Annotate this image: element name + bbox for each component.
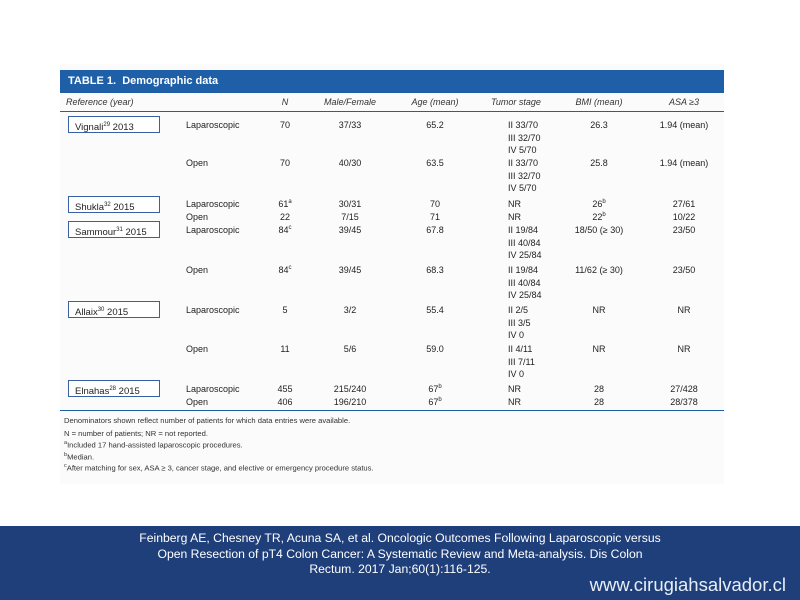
cell-asa: 1.94 (mean) (659, 120, 709, 130)
cell-age: 59.0 (426, 344, 444, 354)
header-n: N (281, 97, 289, 107)
table-footnote: $^b$Median. (64, 452, 95, 462)
cell-n: 406 (277, 397, 293, 407)
table-footnote: Denominators shown reflect number of patients for which data entries were available. (64, 416, 351, 425)
cell-age: 67$^b$ (428, 384, 442, 394)
cell-age: 63.5 (426, 158, 444, 168)
cell-tumor-stage: IV 0 (508, 330, 525, 340)
cell-asa: 23/50 (672, 225, 696, 235)
cell-male-female: 37/33 (338, 120, 362, 130)
cell-n: 84$^c$ (278, 225, 292, 235)
cell-asa: 27/428 (670, 384, 698, 394)
cell-group: Open (186, 158, 209, 168)
table-bottom-divider (60, 410, 724, 411)
cell-tumor-stage: NR (508, 199, 521, 209)
study-reference-box: Allaix$^{30}$ 2015 (68, 301, 160, 318)
cell-tumor-stage: IV 5/70 (508, 145, 537, 155)
cell-male-female: 3/2 (343, 305, 357, 315)
citation-line: Feinberg AE, Chesney TR, Acuna SA, et al. Oncologic Outcomes Following Laparoscopic versus (139, 531, 661, 545)
cell-asa: 10/22 (672, 212, 696, 222)
cell-age: 68.3 (426, 265, 444, 275)
cell-n: 61$^a$ (278, 199, 292, 209)
cell-tumor-stage: III 7/11 (508, 356, 535, 367)
cell-n: 455 (277, 384, 293, 394)
website-url: www.cirugiahsalvador.cl (589, 574, 786, 595)
cell-tumor-stage: NR (508, 397, 521, 407)
table-title-bar (60, 70, 724, 93)
cell-n: 5 (282, 305, 288, 315)
cell-tumor-stage: NR (508, 384, 521, 394)
table-footnote: $^c$After matching for sex, ASA ≥ 3, cancer stage, and elective or emergency procedure status. (64, 463, 374, 473)
cell-male-female: 39/45 (338, 265, 362, 275)
cell-male-female: 39/45 (338, 225, 362, 235)
cell-male-female: 5/6 (343, 344, 357, 354)
study-reference-box: Elnahas$^{28}$ 2015 (68, 380, 160, 397)
cell-age: 65.2 (426, 120, 444, 130)
header-reference: Reference (year) (66, 97, 134, 107)
cell-tumor-stage: III 40/84 (508, 277, 541, 288)
cell-tumor-stage: II 19/84 (508, 265, 539, 275)
header-asa: ASA ≥3 (668, 97, 700, 107)
cell-group: Open (186, 344, 209, 354)
cell-male-female: 215/240 (333, 384, 367, 394)
citation-line: Open Resection of pT4 Colon Cancer: A Systematic Review and Meta-analysis. Dis Colon (157, 546, 643, 561)
cell-tumor-stage: III 40/84 (508, 237, 541, 248)
cell-bmi: 26$^b$ (592, 199, 606, 209)
cell-bmi: 28 (593, 397, 604, 407)
cell-group: Laparoscopic (186, 120, 240, 130)
study-reference-box: Sammour$^{31}$ 2015 (68, 221, 160, 238)
cell-male-female: 30/31 (338, 199, 362, 209)
cell-male-female: 196/210 (333, 397, 367, 407)
cell-group: Open (186, 265, 209, 275)
cell-asa: NR (677, 305, 691, 315)
cell-asa: 1.94 (mean) (659, 158, 709, 168)
cell-tumor-stage: IV 25/84 (508, 290, 542, 300)
cell-age: 55.4 (426, 305, 444, 315)
cell-age: 71 (429, 212, 440, 222)
cell-male-female: 7/15 (341, 212, 359, 222)
cell-bmi: 26.3 (590, 120, 608, 130)
header-bmi: BMI (mean) (575, 97, 623, 107)
cell-male-female: 40/30 (338, 158, 362, 168)
cell-tumor-stage: II 4/11 (508, 344, 533, 354)
cell-bmi: 11/62 (≥ 30) (575, 265, 623, 275)
cell-n: 70 (279, 120, 290, 130)
cell-tumor-stage: II 33/70 (508, 120, 539, 130)
citation (50, 531, 750, 578)
cell-n: 22 (279, 212, 290, 222)
cell-bmi: 28 (593, 384, 604, 394)
cell-asa: NR (677, 344, 691, 354)
cell-tumor-stage: III 32/70 (508, 170, 541, 181)
cell-age: 70 (429, 199, 440, 209)
header-divider (60, 111, 724, 112)
table-title: TABLE 1. Demographic data (68, 75, 219, 87)
cell-group: Laparoscopic (186, 384, 240, 394)
cell-group: Laparoscopic (186, 199, 240, 209)
cell-n: 70 (279, 158, 290, 168)
cell-tumor-stage: II 33/70 (508, 158, 539, 168)
cell-group: Open (186, 397, 209, 407)
cell-asa: 23/50 (672, 265, 696, 275)
cell-bmi: NR (592, 344, 606, 354)
cell-tumor-stage: III 3/5 (508, 317, 531, 328)
cell-group: Open (186, 212, 209, 222)
cell-n: 84$^c$ (278, 265, 292, 275)
cell-group: Laparoscopic (186, 305, 240, 315)
cell-bmi: 22$^b$ (592, 212, 606, 222)
cell-bmi: NR (592, 305, 606, 315)
cell-asa: 27/61 (672, 199, 696, 209)
table-footnote: $^a$Included 17 hand-assisted laparoscopic procedures. (64, 440, 243, 450)
header-male-female: Male/Female (323, 97, 377, 107)
cell-tumor-stage: IV 5/70 (508, 183, 537, 193)
cell-tumor-stage: IV 25/84 (508, 250, 542, 260)
cell-age: 67.8 (426, 225, 444, 235)
cell-age: 67$^b$ (428, 397, 442, 407)
cell-bmi: 25.8 (590, 158, 608, 168)
citation-line: Rectum. 2017 Jan;60(1):116-125. (309, 562, 491, 576)
cell-tumor-stage: II 2/5 (508, 305, 529, 315)
cell-tumor-stage: III 32/70 (508, 132, 541, 143)
cell-tumor-stage: NR (508, 212, 521, 222)
study-reference-box: Vignali$^{29}$ 2013 (68, 116, 160, 133)
cell-n: 11 (280, 344, 290, 354)
cell-bmi: 18/50 (≥ 30) (574, 225, 624, 235)
header-age: Age (mean) (411, 97, 459, 107)
cell-tumor-stage: II 19/84 (508, 225, 539, 235)
header-tumor-stage: Tumor stage (491, 97, 541, 107)
study-reference-box: Shukla$^{32}$ 2015 (68, 196, 160, 213)
cell-asa: 28/378 (670, 397, 698, 407)
cell-group: Laparoscopic (186, 225, 240, 235)
table-footnote: N = number of patients; NR = not reported. (64, 429, 208, 438)
cell-tumor-stage: IV 0 (508, 369, 525, 379)
